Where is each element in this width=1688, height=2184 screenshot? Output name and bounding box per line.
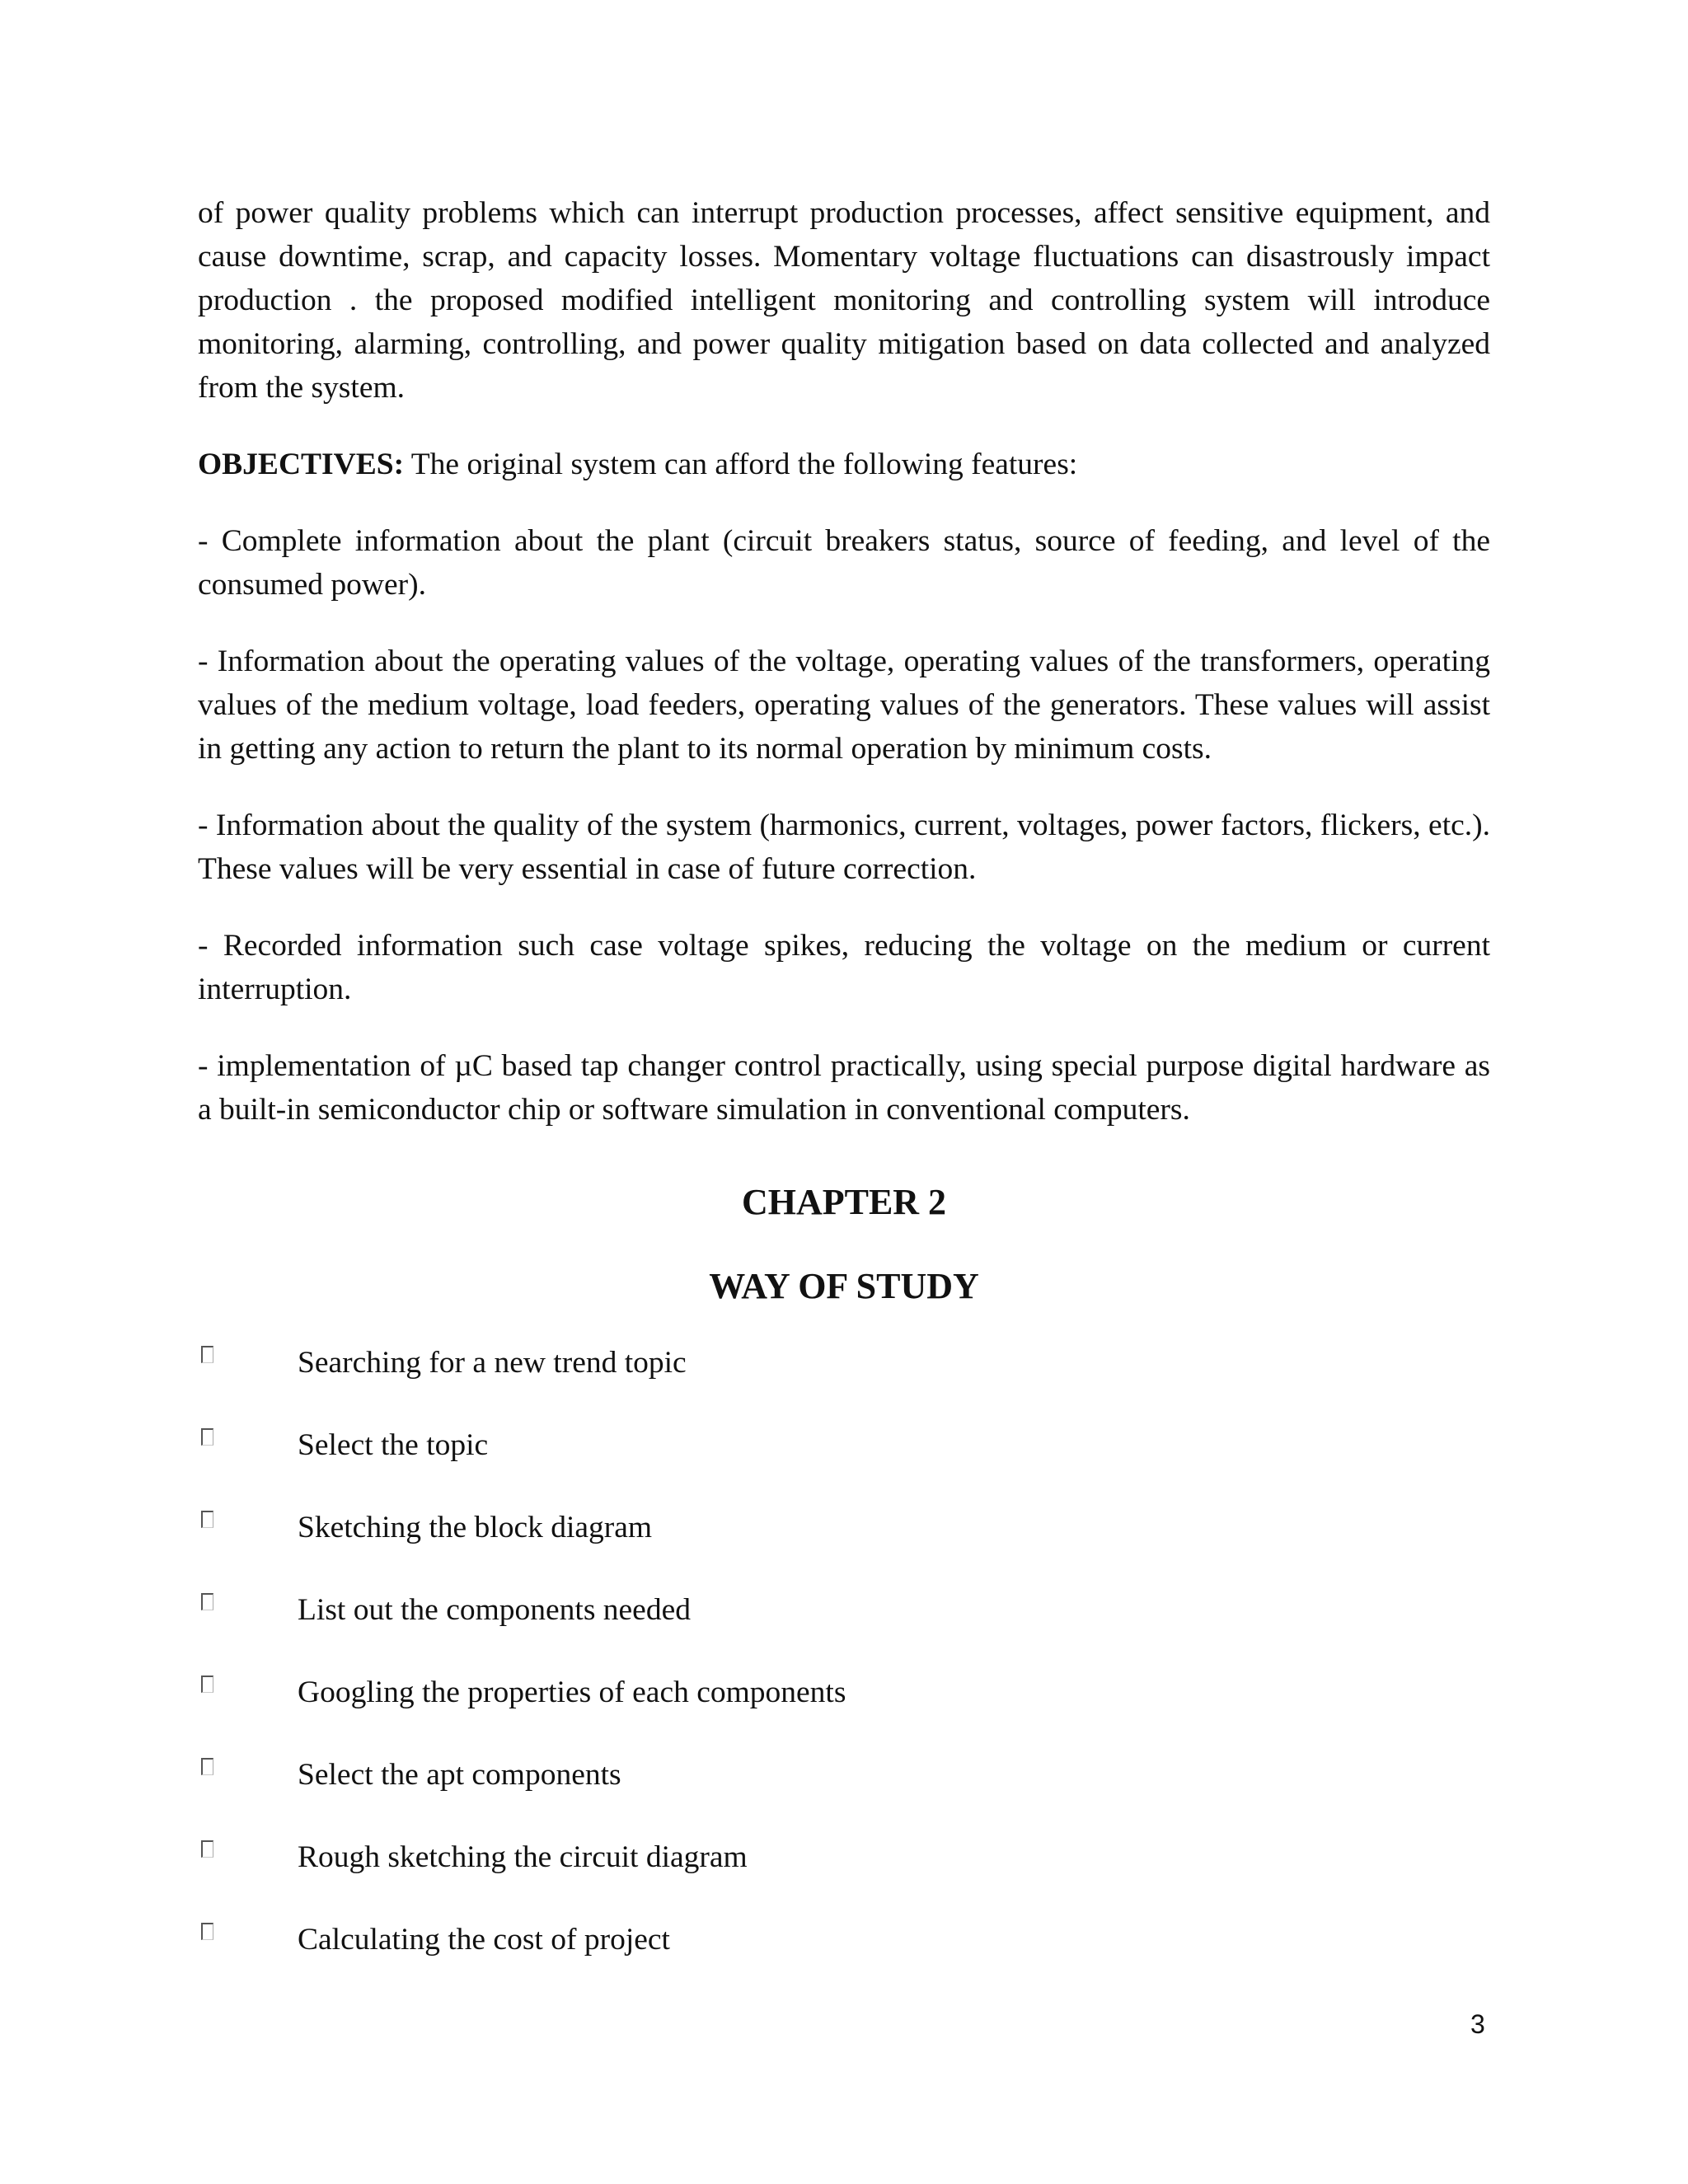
step-text: Select the topic: [298, 1428, 489, 1462]
list-item: [198, 1423, 1490, 1506]
checkbox-bullet-icon: [201, 1593, 213, 1610]
objectives-paragraph: [198, 443, 1490, 486]
objectives-text: The original system can afford the following features:: [404, 448, 1078, 481]
step-text: Rough sketching the circuit diagram: [298, 1840, 748, 1874]
checkbox-bullet-icon: [201, 1346, 213, 1363]
list-item: [198, 1753, 1490, 1835]
feature-paragraph-2: - Information about the operating values of the voltage, operating values of the transformers, operating values of the medium voltage, load feeders, operating values of the generators. These values will assist in getting any action to return the plant to its normal operation by minimum costs.: [198, 644, 1490, 766]
checkbox-bullet-icon: [201, 1758, 213, 1775]
checkbox-bullet-icon: [201, 1923, 213, 1940]
chapter-title: WAY OF STUDY: [709, 1266, 979, 1306]
step-text: Select the apt components: [298, 1758, 621, 1792]
page-content: [198, 191, 1490, 1967]
list-item: [198, 1341, 1490, 1423]
page-number: 3: [1470, 2009, 1485, 2039]
step-text: Calculating the cost of project: [298, 1923, 670, 1957]
feature-paragraph-4: - Recorded information such case voltage spikes, reducing the voltage on the medium or current interruption.: [198, 929, 1490, 1006]
objectives-label: OBJECTIVES:: [198, 448, 405, 481]
list-item: [198, 1835, 1490, 1918]
chapter-number: CHAPTER 2: [741, 1182, 947, 1222]
intro-paragraph: of power quality problems which can interrupt production processes, affect sensitive equipment, and cause downtime, scrap, and capacity losses. Momentary voltage fluctuations can disastrously impact production . the proposed modified intelligent monitoring and controlling system will introduce monitoring, alarming, controlling, and power quality mitigation based on data collected and analyzed from the system.: [198, 196, 1490, 405]
step-text: List out the components needed: [298, 1593, 691, 1627]
list-item: [198, 1588, 1490, 1671]
list-item: [198, 1671, 1490, 1753]
step-text: Sketching the block diagram: [298, 1511, 653, 1544]
step-text: Searching for a new trend topic: [298, 1346, 687, 1380]
list-item: [198, 1918, 1490, 1967]
checkbox-bullet-icon: [201, 1675, 213, 1693]
checkbox-bullet-icon: [201, 1428, 213, 1446]
checkbox-bullet-icon: [201, 1840, 213, 1858]
feature-paragraph-3: - Information about the quality of the system (harmonics, current, voltages, power factors, flickers, etc.). These values will be very essential in case of future correction.: [198, 808, 1490, 886]
list-item: [198, 1506, 1490, 1588]
feature-paragraph-1: - Complete information about the plant (circuit breakers status, source of feeding, and level of the consumed power).: [198, 524, 1490, 602]
study-steps-list: [198, 1341, 1490, 1967]
checkbox-bullet-icon: [201, 1511, 213, 1528]
feature-paragraph-5: - implementation of µC based tap changer control practically, using special purpose digital hardware as a built-in semiconductor chip or software simulation in conventional computers.: [198, 1049, 1490, 1127]
step-text: Googling the properties of each components: [298, 1675, 846, 1709]
